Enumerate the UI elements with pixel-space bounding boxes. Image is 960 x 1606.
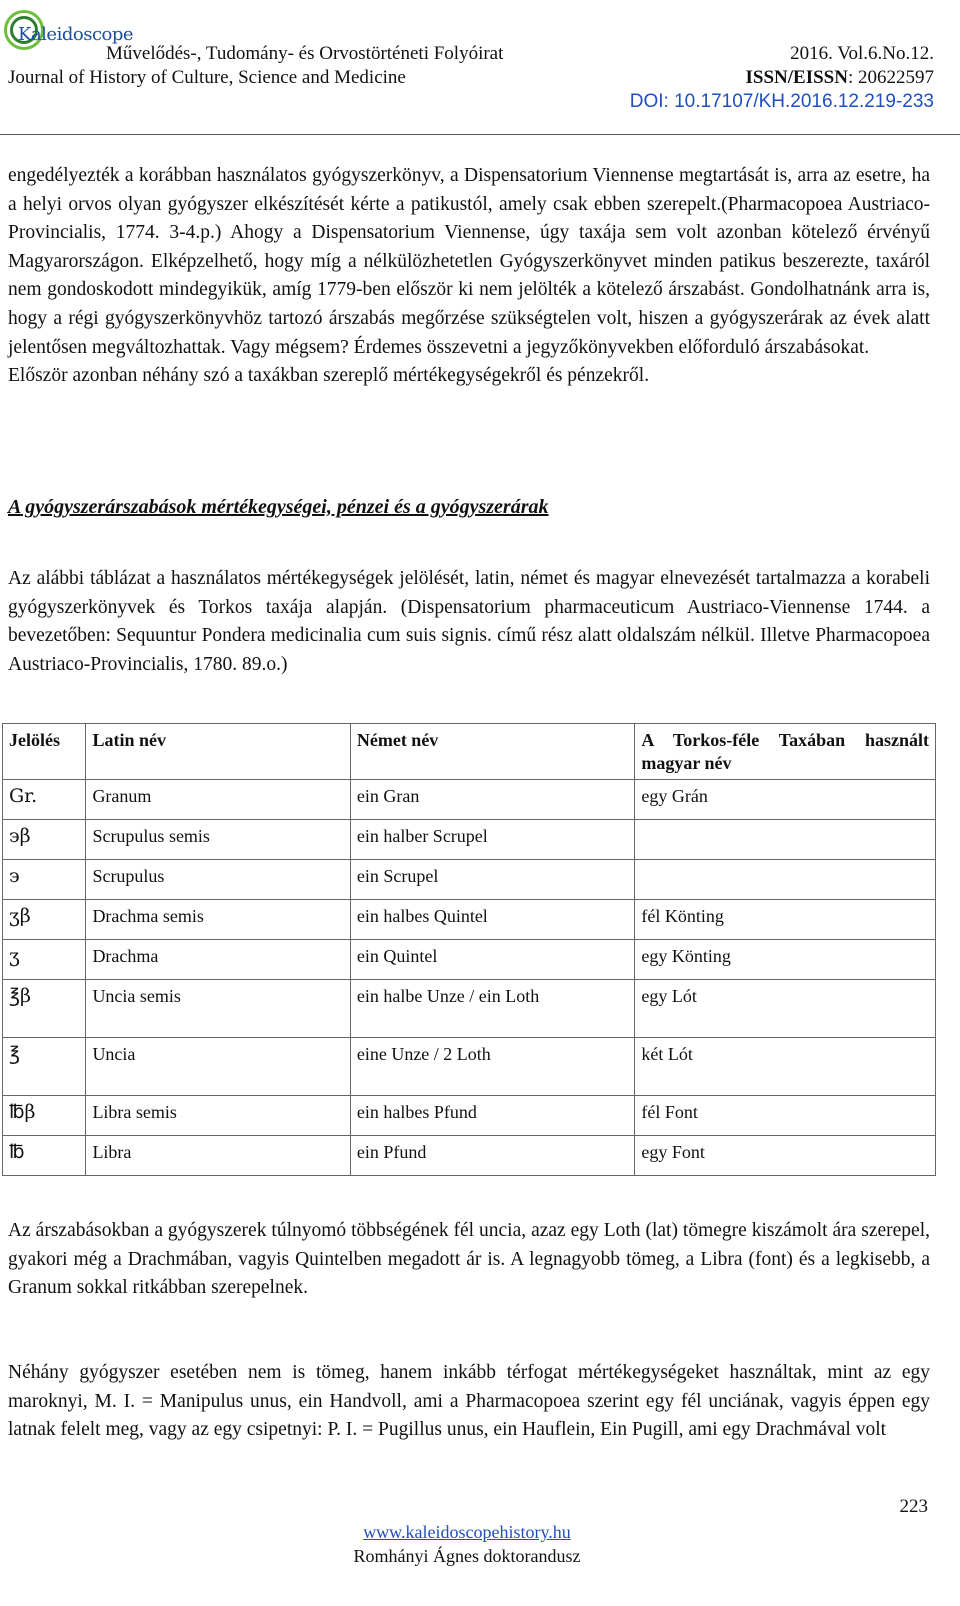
cell-symbol: ℥β (3, 980, 86, 1038)
cell-latin: Uncia semis (86, 980, 350, 1038)
cell-symbol: Gr. (3, 780, 86, 820)
cell-symbol: ℔β (3, 1096, 86, 1136)
cell-german: ein Quintel (350, 940, 635, 980)
section-heading: A gyógyszerárszabások mértékegységei, pénzei és a gyógyszerárak (8, 496, 549, 518)
cell-hungarian: fél Font (635, 1096, 936, 1136)
doi-link[interactable]: DOI: 10.17107/KH.2016.12.219-233 (629, 91, 934, 112)
logo-wordmark: Kaleidoscope (18, 24, 134, 45)
cell-symbol: ϶ (3, 860, 86, 900)
cell-latin: Scrupulus (86, 860, 350, 900)
table-row (3, 780, 936, 820)
footer-author: Romhányi Ágnes doktorandusz (353, 1546, 581, 1566)
cell-german: ein Scrupel (350, 860, 635, 900)
page-number: 223 (899, 1496, 928, 1517)
table-row (3, 900, 936, 940)
cell-hungarian: két Lót (635, 1038, 936, 1096)
table-row (3, 1096, 936, 1136)
cell-hungarian: egy Könting (635, 940, 936, 980)
measurement-units-table (2, 723, 936, 1176)
header-cell-hungarian: A Torkos-féle Taxában használt magyar név (635, 724, 936, 780)
header-cell-latin: Latin név (86, 724, 350, 780)
cell-german: ein halbe Unze / ein Loth (350, 980, 635, 1038)
cell-hungarian: fél Könting (635, 900, 936, 940)
journal-title-hungarian: Művelődés-, Tudomány- és Orvostörténeti Folyóirat (106, 43, 504, 64)
cell-latin: Uncia (86, 1038, 350, 1096)
cell-german: ein halbes Pfund (350, 1096, 635, 1136)
cell-german: eine Unze / 2 Loth (350, 1038, 635, 1096)
body-paragraph-2: Az alábbi táblázat a használatos mértékegységek jelölését, latin, német és magyar elnevezését tartalmazza a korabeli gyógyszerkönyvek és Torkos taxája alapján. (Dispensatorium pharmaceuticum Austriaco-Viennense 1744. a bevezetőben: Sequuntur Pondera medicinalia cum suis signis. című rész alatt oldalszám nélkül. Illetve Pharmacopoea Austriaco-Provincialis, 1780. 89.o.) (8, 568, 930, 675)
table-row (3, 980, 936, 1038)
cell-german: ein halbes Quintel (350, 900, 635, 940)
table-row (3, 860, 936, 900)
cell-german: ein Pfund (350, 1136, 635, 1176)
journal-title-english: Journal of History of Culture, Science and Medicine (8, 67, 406, 88)
cell-german: ein Gran (350, 780, 635, 820)
cell-hungarian (635, 860, 936, 900)
header-cell-symbol: Jelölés (3, 724, 86, 780)
header-divider (0, 134, 960, 135)
cell-latin: Libra semis (86, 1096, 350, 1136)
cell-symbol: ʒ (3, 940, 86, 980)
table-row (3, 940, 936, 980)
cell-hungarian: egy Lót (635, 980, 936, 1038)
paragraph-text: engedélyezték a korábban használatos gyógyszerkönyv, a Dispensatorium Viennense megtartását is, arra az esetre, ha a helyi orvos olyan gyógyszer elkészítését kérte a patikustól, amely csak ebben szerepelt.(Pharmacopoea Austriaco-Provincialis, 1774. 3-4.p.) Ahogy a Dispensatorium Viennense, úgy taxája sem volt azonban kötelező érvényű Magyarországon. Elképzelhető, hogy míg a nélkülözhetetlen Gyógyszerkönyvet minden patikus beszerezte, taxáról nem gondoskodott mindegyikük, amíg 1779-ben először ki nem jelölték a kötelező árszabást. Gondolhatnánk arra is, hogy a régi gyógyszerkönyvhöz tartozó árszabás megőrzése szükségtelen volt, hiszen a gyógyszerárak az évek alatt jelentősen megváltozhattak. Vagy mégsem? Érdemes összevetni a jegyzőkönyvekben előforduló árszabásokat. (8, 165, 930, 358)
table-body (3, 780, 936, 1176)
cell-symbol: ℔ (3, 1136, 86, 1176)
footer-website-link[interactable]: www.kaleidoscopehistory.hu (363, 1522, 571, 1542)
cell-symbol: ϶β (3, 820, 86, 860)
cell-hungarian (635, 820, 936, 860)
table-row (3, 820, 936, 860)
issn-label: ISSN/EISSN (745, 67, 848, 88)
table-row (3, 1038, 936, 1096)
issue-info: 2016. Vol.6.No.12. (790, 43, 934, 64)
cell-symbol: ℥ (3, 1038, 86, 1096)
issn-info (746, 67, 934, 89)
body-paragraph-1 (8, 162, 930, 391)
table-header-row (3, 724, 936, 780)
cell-german: ein halber Scrupel (350, 820, 635, 860)
body-paragraph-4: Néhány gyógyszer esetében nem is tömeg, hanem inkább térfogat mértékegységeket használtak, mint az egy maroknyi, M. I. = Manipulus unus, ein Handvoll, ami a Pharmacopoea szerint egy fél unciának, vagyis éppen egy latnak felelt meg, vagy az egy csipetnyi: P. I. = Pugillus unus, ein Hauflein, Ein Pugill, ami egy Drachmával volt (8, 1362, 930, 1441)
cell-hungarian: egy Grán (635, 780, 936, 820)
paragraph-text-last: Először azonban néhány szó a taxákban szereplő mértékegységekről és pénzekről. (8, 365, 650, 387)
cell-latin: Libra (86, 1136, 350, 1176)
cell-hungarian: egy Font (635, 1136, 936, 1176)
cell-latin: Drachma semis (86, 900, 350, 940)
body-paragraph-3: Az árszabásokban a gyógyszerek túlnyomó többségének fél uncia, azaz egy Loth (lat) tömegre kiszámolt ára szerepel, gyakori még a Drachmában, vagyis Quintelben megadott ár is. A legnagyobb tömeg, a Libra (font) és a legkisebb, a Granum sokkal ritkábban szerepelnek. (8, 1220, 930, 1299)
cell-symbol: ʒβ (3, 900, 86, 940)
header-cell-german: Német név (350, 724, 635, 780)
table-row (3, 1136, 936, 1176)
cell-latin: Granum (86, 780, 350, 820)
journal-header (0, 0, 960, 140)
cell-latin: Scrupulus semis (86, 820, 350, 860)
issn-value: : 20622597 (847, 67, 934, 88)
cell-latin: Drachma (86, 940, 350, 980)
